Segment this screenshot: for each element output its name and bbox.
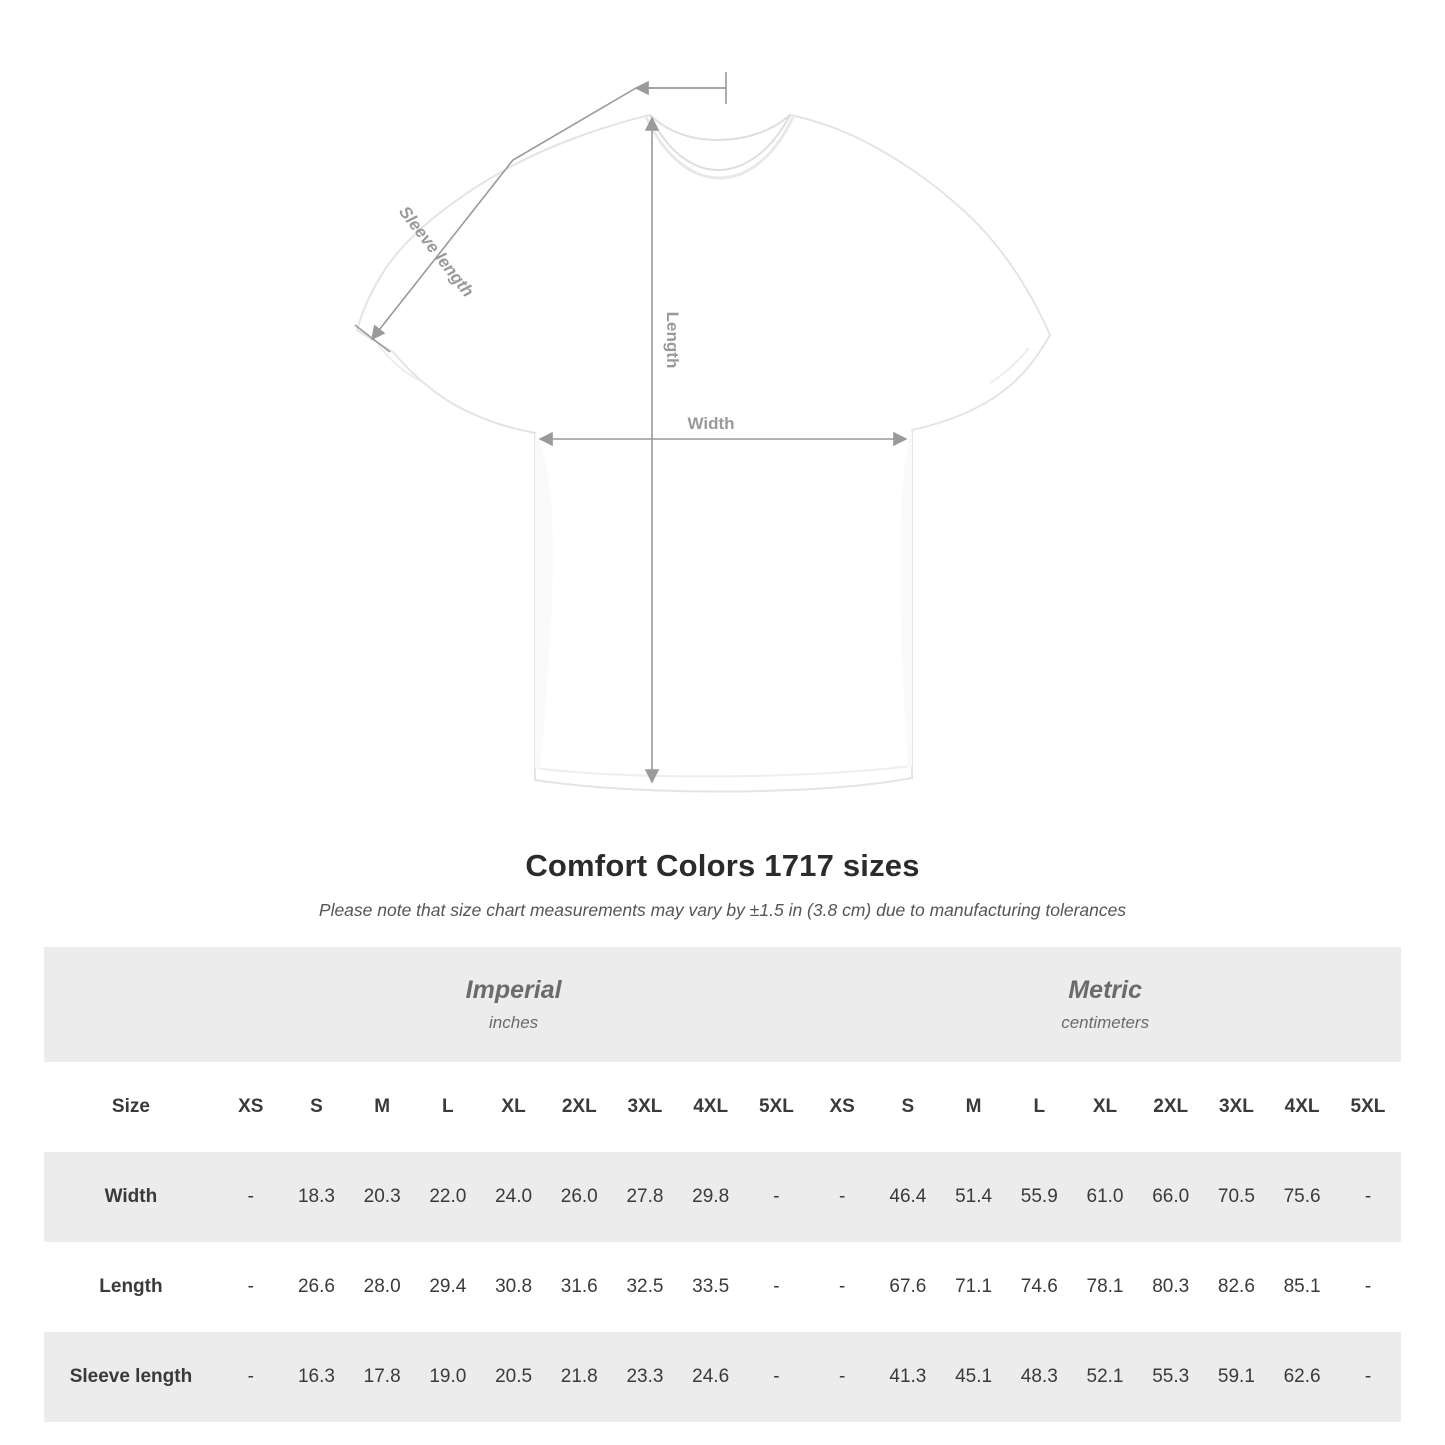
cell-metric-xs: - xyxy=(809,1332,875,1422)
header-size-xl: XL xyxy=(481,1062,547,1152)
header-size-3xl: 3XL xyxy=(1204,1062,1270,1152)
cell-metric-xs: - xyxy=(809,1242,875,1332)
cell-metric-5xl: - xyxy=(1335,1332,1401,1422)
cell-metric-xs: - xyxy=(809,1152,875,1242)
cell-metric-xl: 78.1 xyxy=(1072,1242,1138,1332)
cell-imperial-4xl: 29.8 xyxy=(678,1152,744,1242)
cell-imperial-3xl: 23.3 xyxy=(612,1332,678,1422)
cell-imperial-s: 18.3 xyxy=(284,1152,350,1242)
header-size-2xl: 2XL xyxy=(1138,1062,1204,1152)
title-block xyxy=(0,848,1445,921)
row-label: Width xyxy=(44,1152,218,1242)
cell-imperial-xs: - xyxy=(218,1332,284,1422)
length-label: Length xyxy=(663,311,682,369)
cell-imperial-m: 20.3 xyxy=(349,1152,415,1242)
unit-group-title: Imperial xyxy=(465,976,562,1005)
cell-metric-l: 48.3 xyxy=(1006,1332,1072,1422)
sleeve-length-label: Sleeve length xyxy=(395,202,478,301)
tshirt-shape xyxy=(357,115,1050,792)
table-row xyxy=(44,1152,1401,1242)
tolerance-note: Please note that size chart measurements may vary by ±1.5 in (3.8 cm) due to manufacturing tolerances xyxy=(318,900,1127,920)
header-size-s: S xyxy=(284,1062,350,1152)
page-title: Comfort Colors 1717 sizes xyxy=(525,848,920,883)
unit-group-imperial xyxy=(218,947,809,1062)
unit-band-spacer xyxy=(44,947,218,1062)
cell-imperial-xl: 20.5 xyxy=(481,1332,547,1422)
header-size-m: M xyxy=(349,1062,415,1152)
cell-imperial-m: 28.0 xyxy=(349,1242,415,1332)
header-size-xs: XS xyxy=(218,1062,284,1152)
cell-metric-5xl: - xyxy=(1335,1152,1401,1242)
cell-imperial-5xl: - xyxy=(744,1332,810,1422)
cell-metric-4xl: 75.6 xyxy=(1269,1152,1335,1242)
header-size-3xl: 3XL xyxy=(612,1062,678,1152)
cell-imperial-xs: - xyxy=(218,1152,284,1242)
row-label: Sleeve length xyxy=(44,1332,218,1422)
cell-imperial-4xl: 24.6 xyxy=(678,1332,744,1422)
cell-metric-2xl: 80.3 xyxy=(1138,1242,1204,1332)
cell-metric-xl: 61.0 xyxy=(1072,1152,1138,1242)
cell-imperial-5xl: - xyxy=(744,1242,810,1332)
size-table-wrap xyxy=(0,947,1445,1422)
cell-imperial-xs: - xyxy=(218,1242,284,1332)
header-size-4xl: 4XL xyxy=(1269,1062,1335,1152)
cell-metric-4xl: 85.1 xyxy=(1269,1242,1335,1332)
header-size-4xl: 4XL xyxy=(678,1062,744,1152)
header-size-xs: XS xyxy=(809,1062,875,1152)
cell-metric-3xl: 82.6 xyxy=(1204,1242,1270,1332)
unit-group-subtitle: centimeters xyxy=(1061,1012,1150,1032)
cell-imperial-2xl: 26.0 xyxy=(546,1152,612,1242)
cell-imperial-l: 22.0 xyxy=(415,1152,481,1242)
unit-group-metric xyxy=(809,947,1401,1062)
cell-metric-3xl: 59.1 xyxy=(1204,1332,1270,1422)
cell-imperial-s: 16.3 xyxy=(284,1332,350,1422)
cell-metric-m: 51.4 xyxy=(941,1152,1007,1242)
width-label: Width xyxy=(687,414,735,433)
cell-metric-l: 55.9 xyxy=(1006,1152,1072,1242)
cell-imperial-l: 29.4 xyxy=(415,1242,481,1332)
cell-metric-l: 74.6 xyxy=(1006,1242,1072,1332)
cell-metric-s: 46.4 xyxy=(875,1152,941,1242)
table-header-row xyxy=(44,1062,1401,1152)
cell-metric-s: 67.6 xyxy=(875,1242,941,1332)
cell-imperial-s: 26.6 xyxy=(284,1242,350,1332)
cell-imperial-xl: 30.8 xyxy=(481,1242,547,1332)
unit-group-title: Metric xyxy=(1068,976,1142,1005)
unit-band-row xyxy=(44,947,1401,1062)
header-size-5xl: 5XL xyxy=(744,1062,810,1152)
cell-metric-3xl: 70.5 xyxy=(1204,1152,1270,1242)
table-row xyxy=(44,1332,1401,1422)
header-size-label: Size xyxy=(44,1062,218,1152)
cell-metric-5xl: - xyxy=(1335,1242,1401,1332)
cell-metric-xl: 52.1 xyxy=(1072,1332,1138,1422)
header-size-xl: XL xyxy=(1072,1062,1138,1152)
cell-metric-2xl: 66.0 xyxy=(1138,1152,1204,1242)
header-size-m: M xyxy=(941,1062,1007,1152)
cell-imperial-2xl: 21.8 xyxy=(546,1332,612,1422)
cell-imperial-5xl: - xyxy=(744,1152,810,1242)
cell-imperial-xl: 24.0 xyxy=(481,1152,547,1242)
size-table xyxy=(44,947,1401,1422)
header-size-l: L xyxy=(415,1062,481,1152)
cell-imperial-4xl: 33.5 xyxy=(678,1242,744,1332)
cell-metric-m: 71.1 xyxy=(941,1242,1007,1332)
cell-imperial-m: 17.8 xyxy=(349,1332,415,1422)
cell-metric-2xl: 55.3 xyxy=(1138,1332,1204,1422)
cell-metric-4xl: 62.6 xyxy=(1269,1332,1335,1422)
header-size-2xl: 2XL xyxy=(546,1062,612,1152)
header-size-s: S xyxy=(875,1062,941,1152)
table-row xyxy=(44,1242,1401,1332)
cell-imperial-3xl: 32.5 xyxy=(612,1242,678,1332)
row-label: Length xyxy=(44,1242,218,1332)
cell-imperial-2xl: 31.6 xyxy=(546,1242,612,1332)
cell-imperial-l: 19.0 xyxy=(415,1332,481,1422)
header-size-5xl: 5XL xyxy=(1335,1062,1401,1152)
cell-metric-m: 45.1 xyxy=(941,1332,1007,1422)
cell-metric-s: 41.3 xyxy=(875,1332,941,1422)
cell-imperial-3xl: 27.8 xyxy=(612,1152,678,1242)
unit-group-subtitle: inches xyxy=(489,1012,539,1032)
header-size-l: L xyxy=(1006,1062,1072,1152)
